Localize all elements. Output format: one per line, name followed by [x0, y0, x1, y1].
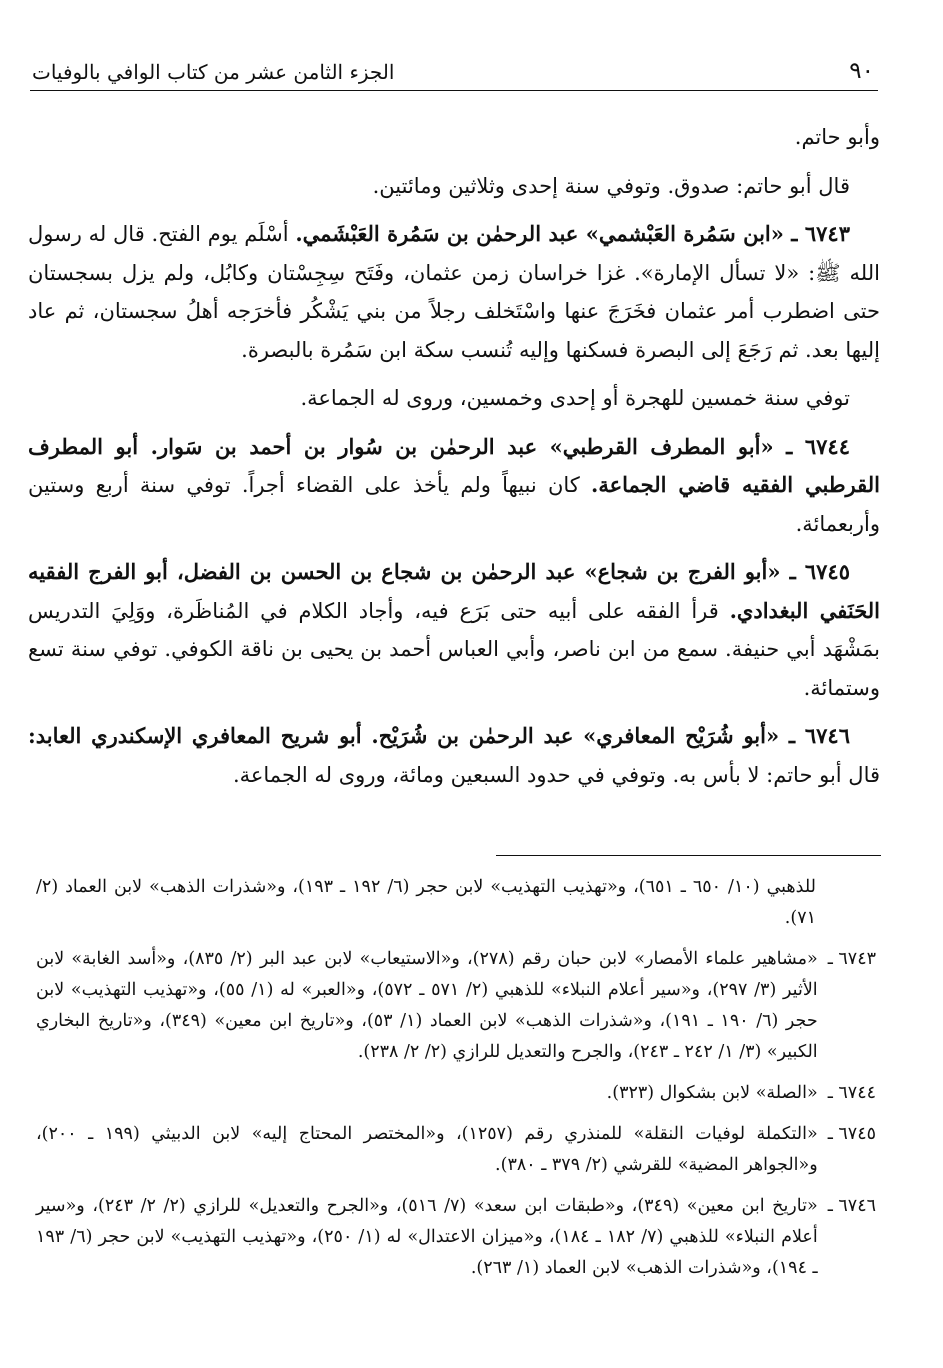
entry-6746-text: قال أبو حاتم: لا بأس به. وتوفي في حدود السبعين ومائة، وروى له الجماعة. [232, 762, 880, 787]
running-title: الجزء الثامن عشر من كتاب الوافي بالوفيات [32, 60, 395, 84]
entry-6746-heading: ٦٧٤٦ ـ «أبو شُرَيْح المعافري» عبد الرحمٰن بن شُرَيْح. [371, 723, 850, 748]
entry-6744-subheading: أبو المطرف القرطبي الفقيه قاضي الجماعة. [28, 433, 880, 497]
entry-6745-text: قرأ الفقه على أبيه حتى بَرَع فيه، وأجاد الكلام في المُناظَرة، ووَلِيَ التدريس بمَشْهَد أبي حنيفة. سمع من ابن ناصر، وأبي العباس أحمد بن يحيى بن ناقة الكوفي. توفي سنة تسع وستمائة. [28, 598, 880, 700]
footnote-6746-number: ٦٧٤٦ ـ [827, 1196, 876, 1216]
entry-6745 [28, 553, 880, 707]
footnote-6744-text: «الصلة» لابن بشكوال (٣٢٣). [606, 1083, 818, 1103]
footnote-6744 [36, 1078, 876, 1109]
entry-6743-heading: ٦٧٤٣ ـ «ابن سَمُرة العَبْشمي» عبد الرحمٰن بن سَمُرة العَبْشَمي. [295, 221, 850, 246]
entry-6744-text: كان نبيهاً ولم يأخذ على القضاء أجراً. توفي سنة أربع وستين وأربعمائة. [28, 473, 880, 536]
footnote-divider [496, 855, 881, 856]
opening-line: وأبو حاتم. [794, 125, 880, 149]
entry-6746-subheading: أبو شريح المعافري الإسكندري العابد: [28, 723, 372, 748]
footnote-continuation-text: للذهبي (١٠/ ٦٥٠ ـ ٦٥١)، و«تهذيب التهذيب» لابن حجر (٦/ ١٩٢ ـ ١٩٣)، و«شذرات الذهب» لابن العماد (٢/ ٧١). [36, 877, 816, 928]
entry-6743-death: توفي سنة خمسين للهجرة أو إحدى وخمسين، وروى له الجماعة. [300, 386, 850, 410]
entry-6746 [28, 717, 880, 794]
footnote-6745-text: «التكملة لوفيات النقلة» للمنذري رقم (١٢٥٧)، و«المختصر المحتاج إليه» لابن الدبيثي (١٩٩ ـ ٢٠٠)، و«الجواهر المضية» للقرشي (٢/ ٣٧٩ ـ ٣٨٠). [36, 1124, 818, 1175]
footnote-6746 [36, 1191, 876, 1284]
entry-6743 [28, 215, 880, 369]
page-number: ٩٠ [849, 58, 874, 84]
footnote-6745-number: ٦٧٤٥ ـ [827, 1124, 876, 1144]
entry-6745-subheading: أبو الفرج الفقيه الحَنَفي البغدادي. [28, 559, 880, 623]
footnote-6743-text: «مشاهير علماء الأمصار» لابن حبان رقم (٢٧٨)، و«الاستيعاب» لابن عبد البر (٢/ ٨٣٥)، و«أسد الغابة» لابن الأثير (٣/ ٢٩٧)، و«سير أعلام النبلاء» للذهبي (٢/ ٥٧١ ـ ٥٧٢)، و«العبر» له (١/ ٥٥)، و«تهذيب التهذيب» لابن حجر (٦/ ١٩٠ ـ ١٩١)، و«شذرات الذهب» لابن العماد (١/ ٥٣)، و«تاريخ ابن معين» (٣٤٩)، و«تاريخ البخاري الكبير» (٣/ ١/ ٢٤٢ ـ ٢٤٣)، والجرح والتعديل للرازي (٢/ ٢/ ٢٣٨). [36, 949, 818, 1062]
entry-6745-heading: ٦٧٤٥ ـ «أبو الفرج بن شجاع» عبد الرحمٰن بن شجاع بن الحسن بن الفضل، [176, 559, 850, 584]
footnotes [36, 872, 876, 1294]
footnote-6745 [36, 1119, 876, 1181]
footnote-6746-text: «تاريخ ابن معين» (٣٤٩)، و«طبقات ابن سعد» (٧/ ٥١٦)، و«الجرح والتعديل» للرازي (٢/ ٢/ ٢٤٣)، و«سير أعلام النبلاء» للذهبي (٧/ ١٨٢ ـ ١٨٤)، و«ميزان الاعتدال» له (١/ ٢٥٠)، و«تهذيب التهذيب» لابن حجر (٦/ ١٩٣ ـ ١٩٤)، و«شذرات الذهب» لابن العماد (١/ ٢٦٣). [36, 1196, 818, 1278]
page-header [30, 56, 878, 91]
footnote-6744-number: ٦٧٤٤ ـ [827, 1083, 876, 1103]
footnote-6743-number: ٦٧٤٣ ـ [827, 949, 876, 969]
entry-6743-text: أسْلَم يوم الفتح. قال له رسول الله ﷺ: «لا تسأل الإمارة». غزا خراسان زمن عثمان، وفَتَح سِجِسْتان وكابُل، ولم يزل بسجستان حتى اضطرب أمر عثمان فخَرَجَ عنها واسْتَخلف رجلاً من بني يَشْكُر فأخرَجه أهلُ سجستان، ثم عاد إليها بعد. ثم رَجَعَ إلى البصرة فسكنها وإليه تُنسب سكة ابن سَمُرة بالبصرة. [28, 222, 880, 362]
footnote-6743 [36, 944, 876, 1068]
entry-6744 [28, 428, 880, 544]
footnote-continuation [36, 872, 876, 934]
entry-6744-heading: ٦٧٤٤ ـ «أبو المطرف القرطبي» عبد الرحمٰن بن سُوار بن أحمد بن سَوار. [150, 433, 850, 459]
abu-hatim-paragraph: قال أبو حاتم: صدوق. وتوفي سنة إحدى وثلاثين ومائتين. [372, 173, 850, 198]
main-text [28, 118, 880, 804]
